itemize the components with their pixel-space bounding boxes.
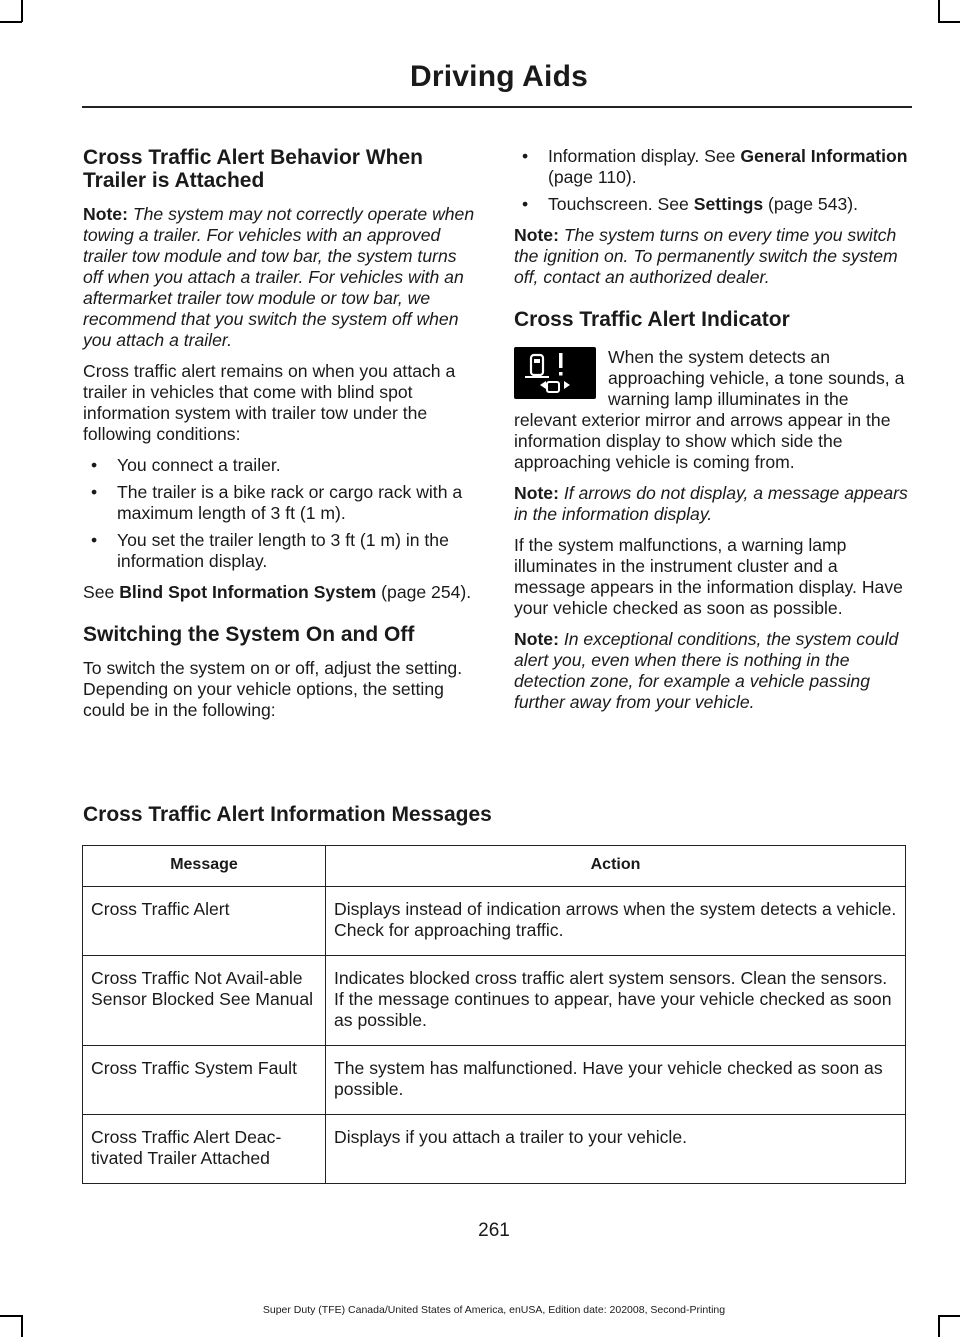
switching-paragraph: To switch the system on or off, adjust the setting. Depending on your vehicle options, the setting could be in the following:: [83, 658, 463, 720]
note-arrows: [514, 483, 910, 525]
malfunction-paragraph: If the system malfunctions, a warning lamp illuminates in the instrument cluster and a message appears in the information display. Have your vehicle checked as soon as possible.: [514, 535, 903, 618]
header-divider: [82, 106, 912, 108]
crop-mark: [938, 1315, 940, 1337]
page-footer: Super Duty (TFE) Canada/United States of America, enUSA, Edition date: 202008, Second-Printing: [262, 1304, 726, 1316]
note-text: The system may not correctly operate when towing a trailer. For vehicles with an approved trailer tow module and tow bar, the system turns off when you attach a trailer. For vehicles with an aftermarket trailer tow module or tow bar, we recommend that you switch the system off when you attach a trailer.: [83, 204, 475, 350]
note-label: Note:: [514, 629, 559, 649]
left-column: [83, 146, 478, 731]
message-cell: Cross Traffic Alert Deac-tivated Trailer Attached: [83, 1115, 326, 1184]
action-cell: Displays if you attach a trailer to your vehicle.: [326, 1115, 906, 1184]
message-cell: Cross Traffic Alert: [83, 887, 326, 956]
section-heading-messages: Cross Traffic Alert Information Messages: [83, 803, 492, 826]
action-cell: Indicates blocked cross traffic alert system sensors. Clean the sensors. If the message continues to appear, have your vehicle checked as soon as possible.: [326, 956, 906, 1046]
setting-location-list: [514, 146, 910, 215]
page-header-title: Driving Aids: [410, 60, 588, 93]
general-information-link[interactable]: General Information: [740, 146, 908, 166]
note-text: In exceptional conditions, the system could alert you, even when there is nothing in the detection zone, for example a vehicle passing further away from your vehicle.: [514, 629, 899, 712]
note-text: If arrows do not display, a message appears in the information display.: [514, 483, 908, 524]
column-header-action: Action: [326, 846, 906, 887]
column-header-message: Message: [83, 846, 326, 887]
message-cell: Cross Traffic System Fault: [83, 1046, 326, 1115]
table-row: [83, 1115, 906, 1184]
list-item: • You set the trailer length to 3 ft (1 m) in the information display.: [91, 530, 449, 571]
right-column: [514, 146, 910, 723]
indicator-description: [514, 347, 910, 473]
action-cell: Displays instead of indication arrows when the system detects a vehicle. Check for approaching traffic.: [326, 887, 906, 956]
page-number: 261: [478, 1220, 510, 1241]
table-row: [83, 956, 906, 1046]
section-heading-indicator: Cross Traffic Alert Indicator: [514, 308, 790, 331]
note-text: The system turns on every time you switch the ignition on. To permanently switch the system off, contact an authorized dealer.: [514, 225, 898, 287]
blind-spot-link[interactable]: Blind Spot Information System: [119, 582, 377, 602]
crop-mark: [0, 21, 22, 23]
note-label: Note:: [514, 225, 559, 245]
crop-mark: [938, 0, 940, 22]
list-item: • The trailer is a bike rack or cargo rack with a maximum length of 3 ft (1 m).: [91, 482, 463, 523]
crop-mark: [21, 0, 23, 22]
settings-link[interactable]: Settings: [693, 194, 764, 214]
table-row: [83, 887, 906, 956]
indicator-paragraph: When the system detects an approaching vehicle, a tone sounds, a warning lamp illuminates in the relevant exterior mirror and arrows appear in the information display to show which side the approaching vehicle is coming from.: [514, 347, 905, 472]
trailer-intro-paragraph: Cross traffic alert remains on when you attach a trailer in vehicles that come with blind spot information system with trailer tow under the following conditions:: [83, 361, 456, 444]
section-heading-switching: Switching the System On and Off: [83, 623, 415, 646]
action-cell: The system has malfunctioned. Have your vehicle checked as soon as possible.: [326, 1046, 906, 1115]
messages-table: [82, 845, 906, 1184]
note-label: Note:: [514, 483, 559, 503]
trailer-conditions-list: [83, 455, 478, 572]
cross-traffic-alert-icon: [514, 347, 596, 399]
section-heading-trailer-behavior: Cross Traffic Alert Behavior When Trailer is Attached: [83, 146, 423, 192]
crop-mark: [21, 1315, 23, 1337]
crop-mark: [938, 21, 960, 23]
table-header-row: [83, 846, 906, 887]
note-ignition: [514, 225, 910, 288]
see-reference: See Blind Spot Information System (page 254).: [83, 582, 472, 602]
list-item: • You connect a trailer.: [91, 455, 281, 475]
list-item: • Touchscreen. See Settings (page 543).: [522, 194, 859, 214]
note-trailer: [83, 204, 478, 351]
message-cell: Cross Traffic Not Avail-able Sensor Blocked See Manual: [83, 956, 326, 1046]
table-row: [83, 1046, 906, 1115]
list-item: • Information display. See General Information (page 110).: [522, 146, 908, 187]
note-exceptional: [514, 629, 910, 713]
note-label: Note:: [83, 204, 128, 224]
